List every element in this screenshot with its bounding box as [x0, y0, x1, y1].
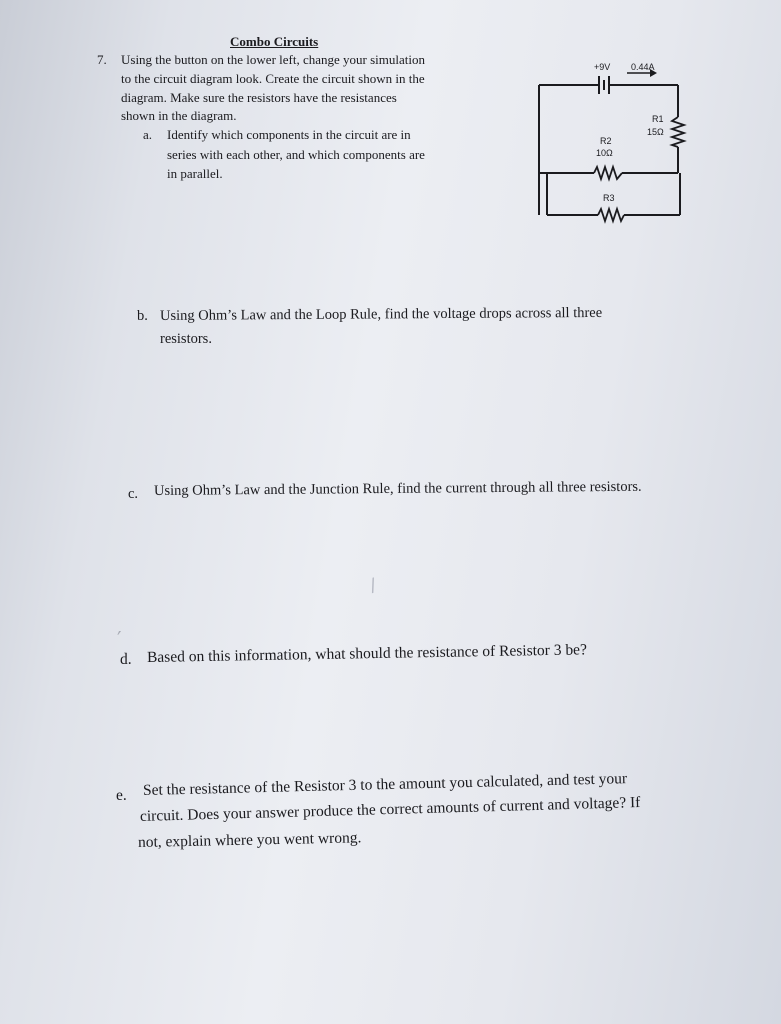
part-b-label: b. [137, 308, 148, 324]
part-e-line: not, explain where you went wrong. [137, 829, 362, 851]
resistor-r3-label: R3 [603, 193, 615, 203]
question-7-line: shown in the diagram. [121, 108, 237, 123]
part-b-line: Using Ohm’s Law and the Loop Rule, find the voltage drops across all three [159, 304, 603, 324]
part-a-line: in parallel. [167, 166, 223, 181]
resistor-r1-value: 15Ω [647, 127, 664, 137]
question-7-line: diagram. Make sure the resistors have the resistances [121, 90, 397, 105]
question-7-number: 7. [97, 52, 107, 67]
part-c-label: c. [128, 486, 139, 502]
part-b-line: resistors. [160, 331, 212, 347]
circuit-diagram [530, 55, 710, 235]
battery-voltage-label: +9V [594, 62, 611, 72]
battery-icon [599, 76, 609, 94]
part-e-label: e. [116, 787, 127, 804]
page-title: Combo Circuits [230, 34, 319, 49]
question-7-line: Using the button on the lower left, change your simulation [121, 52, 425, 67]
part-e-line: Set the resistance of the Resistor 3 to the amount you calculated, and test your [142, 770, 628, 799]
resistor-r2-label: R2 [600, 136, 612, 146]
resistor-r1-label: R1 [652, 114, 664, 124]
part-a-line: Identify which components in the circuit are in [167, 127, 411, 142]
part-a-label: a. [143, 127, 153, 142]
part-d-line: Based on this information, what should the resistance of Resistor 3 be? [146, 641, 588, 666]
part-a-line: series with each other, and which components are [167, 147, 425, 162]
pencil-mark: ′ [117, 627, 122, 651]
ammeter-current-label: 0.44A [631, 62, 655, 72]
question-7-line: to the circuit diagram look. Create the circuit shown in the [121, 71, 425, 86]
resistor-r1-icon [672, 117, 684, 147]
resistor-r2-value: 10Ω [596, 148, 613, 158]
resistor-r3-icon [598, 209, 624, 221]
part-e-line: circuit. Does your answer produce the correct amounts of current and voltage? If [139, 794, 641, 825]
part-d-label: d. [120, 651, 132, 668]
pencil-mark: ∕ [367, 574, 379, 597]
resistor-r2-icon [594, 167, 622, 179]
part-c-line: Using Ohm’s Law and the Junction Rule, find the current through all three resistors. [153, 478, 642, 499]
